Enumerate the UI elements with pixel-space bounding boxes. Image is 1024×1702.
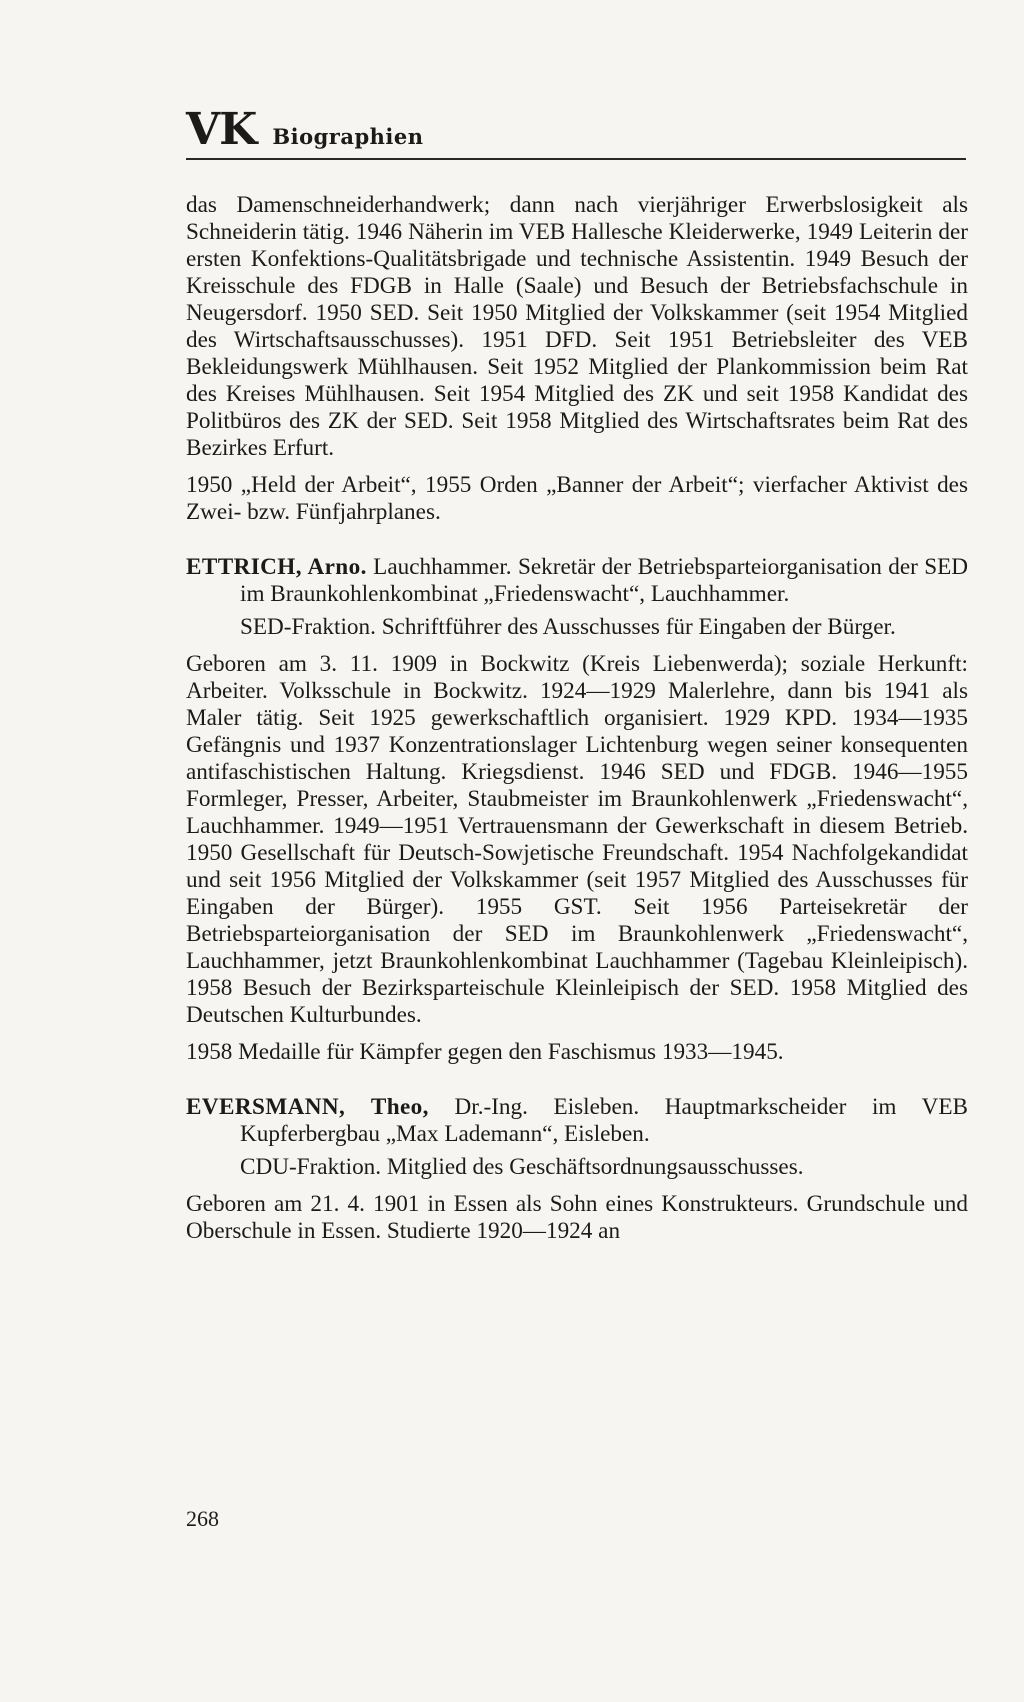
page-number: 268	[186, 1506, 219, 1531]
entry-biography: Geboren am 3. 11. 1909 in Bockwitz (Kreis Liebenwerda); soziale Herkunft: Arbeiter. Volksschule in Bockwitz. 1924—1929 Malerlehre, dann bis 1941 als Maler tätig. Seit 1925 gewerkschaftlich organisiert. 1929 KPD. 1934—1935 Gefängnis und 1937 Konzentrationslager Lichtenburg wegen seiner konsequenten antifaschistischen Haltung. Kriegsdienst. 1946 SED und FDGB. 1946—1955 Formleger, Presser, Arbeiter, Staubmeister im Braunkohlenwerk „Friedenswacht“, Lauchhammer. 1949—1951 Vertrauensmann der Gewerkschaft in diesem Betrieb. 1950 Gesellschaft für Deutsch-Sowjetische Freundschaft. 1954 Nachfolgekandidat und seit 1956 Mitglied der Volkskammer (seit 1957 Mitglied des Ausschusses für Eingaben der Bürger). 1955 GST. Seit 1956 Parteisekretär der Betriebsparteiorganisation der SED im Braunkohlenwerk „Friedenswacht“, Lauchhammer, jetzt Braunkohlenkombinat Lauchhammer (Tagebau Kleinleipisch). 1958 Besuch der Bezirksparteischule Kleinleipisch der SED. 1958 Mitglied des Deutschen Kulturbundes.	[186, 651, 968, 1028]
continued-biography: das Damenschneiderhandwerk; dann nach vierjähriger Erwerbslosigkeit als Schneiderin tätig. 1946 Näherin im VEB Hallesche Kleiderwerke, 1949 Leiterin der ersten Konfektions-Qualitätsbrigade und technische Assistentin. 1949 Besuch der Kreisschule des FDGB in Halle (Saale) und Besuch der Betriebsfachschule in Neugersdorf. 1950 SED. Seit 1950 Mitglied der Volkskammer (seit 1954 Mitglied des Wirtschaftsausschusses). 1951 DFD. Seit 1951 Betriebsleiter des VEB Bekleidungswerk Mühlhausen. Seit 1952 Mitglied der Plankommission beim Rat des Kreises Mühlhausen. Seit 1954 Mitglied des ZK und seit 1958 Kandidat des Politbüros des ZK der SED. Seit 1958 Mitglied des Wirtschaftsrates beim Rat des Bezirkes Erfurt.	[186, 192, 968, 461]
continued-awards: 1950 „Held der Arbeit“, 1955 Orden „Banner der Arbeit“; vierfacher Aktivist des Zwei- bzw. Fünfjahrplanes.	[186, 472, 968, 525]
header-rule	[186, 158, 966, 160]
entry-heading	[186, 554, 968, 608]
entry-awards: 1958 Medaille für Kämpfer gegen den Faschismus 1933—1945.	[186, 1039, 784, 1065]
running-header	[186, 104, 966, 155]
entry-fraction: SED-Fraktion. Schriftführer des Ausschusses für Eingaben der Bürger.	[240, 614, 896, 640]
entry-eversmann	[186, 1094, 968, 1245]
entry-fraction: CDU-Fraktion. Mitglied des Geschäftsordnungsausschusses.	[240, 1154, 804, 1180]
entry-position: Dr.-Ing. Eisleben. Hauptmarkscheider im VEB Kupferbergbau „Max Lademann“, Eisleben.	[240, 1094, 969, 1147]
entry-ettrich	[186, 554, 968, 1066]
section-title: Biographien	[272, 124, 424, 149]
entry-heading	[186, 1094, 968, 1148]
series-mark: VK	[186, 104, 257, 155]
biography-text	[186, 192, 968, 1255]
entry-name: ETTRICH, Arno.	[186, 554, 367, 580]
entry-position: Lauchhammer. Sekretär der Betriebsparteiorganisation der SED im Braunkohlenkombinat „Friedenswacht“, Lauchhammer.	[240, 554, 969, 607]
entry-name: EVERSMANN, Theo,	[186, 1094, 429, 1120]
entry-biography: Geboren am 21. 4. 1901 in Essen als Sohn eines Konstrukteurs. Grundschule und Oberschule in Essen. Studierte 1920—1924 an	[186, 1191, 968, 1244]
